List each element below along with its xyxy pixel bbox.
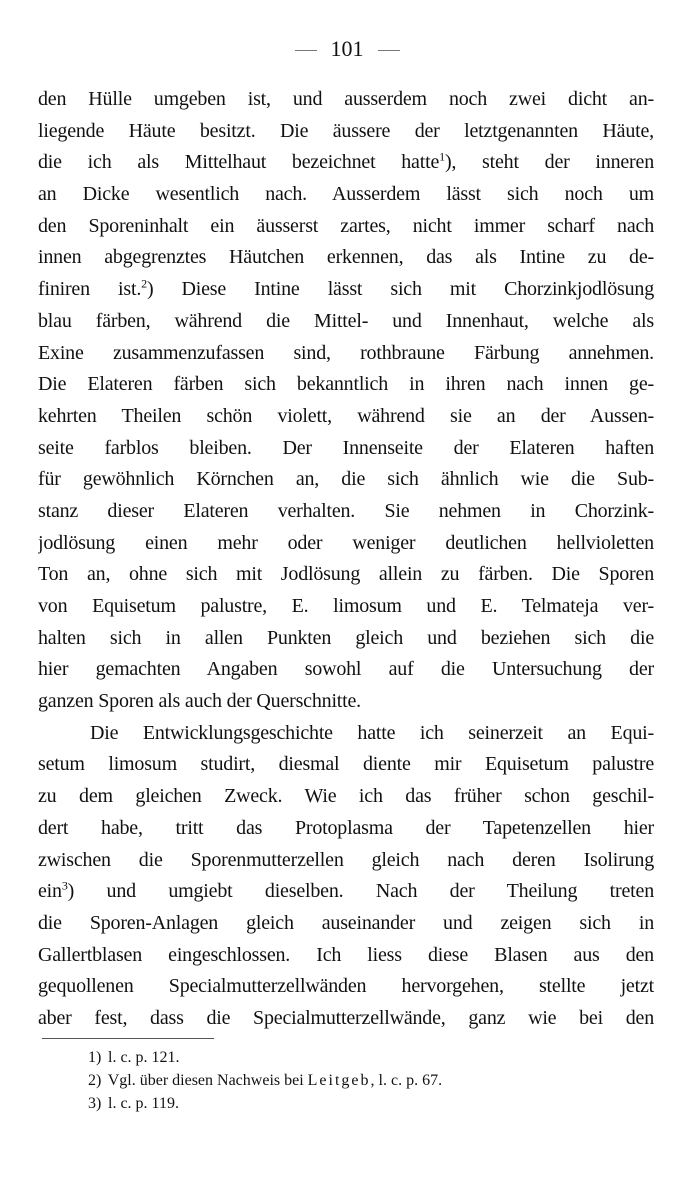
footnote-text: l. c. p. 119. <box>108 1095 179 1112</box>
text-line: liegende Häute besitzt. Die äussere der letztgenannten Häute, <box>38 119 654 142</box>
text-line: halten sich in allen Punkten gleich und beziehen sich die <box>38 626 654 649</box>
footnote-text: Vgl. über diesen Nachweis bei <box>107 1072 304 1089</box>
text-line: dert habe, tritt das Protoplasma der Tapetenzellen hier <box>38 816 654 839</box>
footnote <box>88 1092 648 1115</box>
text-line: Exine zusammenzufassen sind, rothbraune Färbung annehmen. <box>38 341 654 364</box>
text-line: finiren ist.$^2$) Diese Intine lässt sich mit Chorzinkjodlösung <box>38 276 654 301</box>
text-line: für gewöhnlich Körnchen an, die sich ähnlich wie die Sub- <box>38 468 654 491</box>
footnote-number: 1) <box>88 1049 102 1066</box>
header-dash-left <box>295 50 317 51</box>
text-line: ein$^3$) und umgiebt dieselben. Nach der Theilung treten <box>38 878 654 903</box>
text-line: gequollenen Specialmutterzellwänden hervorgehen, stellte jetzt <box>38 975 654 998</box>
footnote-ref[interactable]: 3 <box>61 878 68 893</box>
text-line: setum limosum studirt, diesmal diente mir Equisetum palustre <box>38 753 654 776</box>
body-text <box>38 84 654 1035</box>
text-line: den Hülle umgeben ist, und ausserdem noch zwei dicht an- <box>38 88 654 110</box>
text-line: seite farblos bleiben. Der Innenseite der Elateren haften <box>38 436 654 459</box>
text-line: hier gemachten Angaben sowohl auf die Untersuchung der <box>38 658 654 681</box>
footnote-number: 3) <box>88 1095 102 1112</box>
text-line: stanz dieser Elateren verhalten. Sie nehmen in Chorzink- <box>38 499 654 522</box>
text-line: an Dicke wesentlich nach. Ausserdem lässt sich noch um <box>38 183 654 206</box>
footnote <box>88 1069 648 1092</box>
text-line: zwischen die Sporenmutterzellen gleich nach deren Isolirung <box>38 848 654 871</box>
text-line: blau färben, während die Mittel- und Innenhaut, welche als <box>38 309 654 332</box>
footnote-text-tail: , l. c. p. 67. <box>370 1072 443 1089</box>
text-line: zu dem gleichen Zweck. Wie ich das früher schon geschil- <box>38 785 654 808</box>
footnote-ref[interactable]: 1 <box>439 149 445 164</box>
text-line: Die Entwicklungsgeschichte hatte ich seinerzeit an Equi- <box>90 721 654 744</box>
header-dash-right <box>378 50 400 51</box>
text-line: kehrten Theilen schön violett, während sie an der Aussen- <box>38 404 654 427</box>
text-line: die ich als Mittelhaut bezeichnet hatte$^1$), steht der inneren <box>38 149 654 174</box>
footnotes <box>88 1046 648 1115</box>
footnote-author: Leitgeb <box>307 1072 371 1089</box>
footnote-text: l. c. p. 121. <box>108 1049 180 1066</box>
text-line: aber fest, dass die Specialmutterzellwände, ganz wie bei den <box>38 1006 654 1029</box>
text-line: ganzen Sporen als auch der Querschnitte. <box>38 690 361 713</box>
page-number: 101 <box>330 36 364 61</box>
text-line: die Sporen-Anlagen gleich auseinander und zeigen sich in <box>38 911 654 934</box>
footnote <box>88 1046 648 1069</box>
text-line: Die Elateren färben sich bekanntlich in ihren nach innen ge- <box>38 373 654 396</box>
text-line: innen abgegrenztes Häutchen erkennen, das als Intine zu de- <box>38 246 654 269</box>
text-line: von Equisetum palustre, E. limosum und E. Telmateja ver- <box>38 595 654 617</box>
page-header <box>0 34 694 64</box>
text-line: den Sporeninhalt ein äusserst zartes, nicht immer scharf nach <box>38 214 654 237</box>
footnote-divider <box>42 1038 214 1039</box>
footnote-ref[interactable]: 2 <box>141 276 147 291</box>
text-line: Gallertblasen eingeschlossen. Ich liess diese Blasen aus den <box>38 943 654 966</box>
text-line: jodlösung einen mehr oder weniger deutlichen hellvioletten <box>38 531 654 554</box>
footnote-number: 2) <box>88 1072 102 1089</box>
text-line: Ton an, ohne sich mit Jodlösung allein zu färben. Die Sporen <box>38 563 654 586</box>
